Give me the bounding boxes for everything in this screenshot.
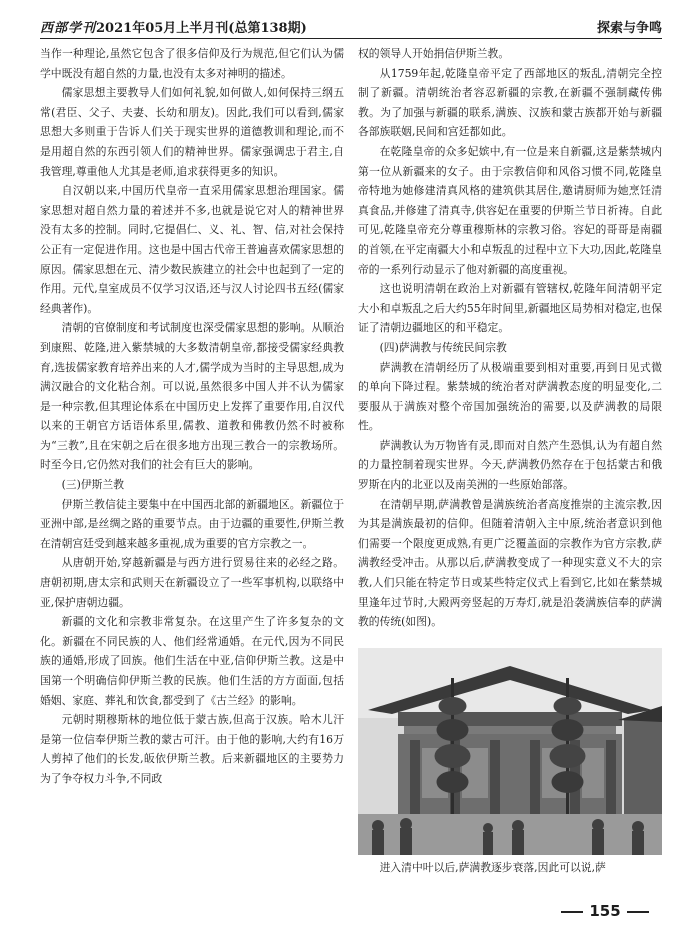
journal-issue-line [40,17,307,36]
right-column-last-line: 进入清中叶以后,萨满教逐步衰落,因此可以说,萨 [379,861,606,874]
paragraph: 新疆的文化和宗教非常复杂。在这里产生了许多复杂的文化。新疆在不同民族的人、他们经常通婚。在元代,因为不同民族的通婚,形成了回族。他们生活在中亚,信仰伊斯兰教。这是中国第一个明确信仰伊斯兰教的民族。他们生活的方方面面,包括婚姻、家庭、葬礼和饮食,都受到了《古兰经》的影响。 [40,615,344,707]
figure-photo-palace-lanterns [358,648,662,855]
paragraph: 权的领导人开始捐信伊斯兰教。 [358,47,510,60]
header-rule [40,38,662,39]
subsection-heading: (四)萨满教与传统民间宗教 [379,340,507,354]
paragraph: 萨满教认为万物皆有灵,即而对自然产生恐惧,认为有超自然的力量控制着现实世界。今天,萨满教仍然存在于包括蒙古和俄罗斯在内的北亚以及南美洲的一些原始部落。 [358,438,662,492]
page-number-dash-left [561,911,583,913]
journal-title: 西部学刊 [40,21,97,36]
paragraph: 当作一种理论,虽然它包含了很多信仰及行为规范,但它们认为儒学中既没有超自然的力量,也没有太多对神明的描述。 [40,47,344,80]
paragraph: 在乾隆皇帝的众多妃嫔中,有一位是来自新疆,这是紫禁城内第一位从新疆来的女子。由于宗教信仰和风俗习惯不同,乾隆皇帝特地为她修建清真风格的建筑供其居住,邀请厨师为她烹饪清真食品,并修建了清真寺,供容妃在重要的伊斯兰节日祈祷。自此可见,乾隆皇帝充分尊重穆斯林的宗教习俗。容妃的哥哥是南疆的首领,在平定南疆大小和卓叛乱的过程中立下大功,因此,乾隆皇帝的一系列行动显示了他对新疆的高度重视。 [358,144,662,276]
journal-issue: 2021年05月上半月刊(总第138期) [96,21,307,36]
paragraph: 萨满教在清朝经历了从极端重要到相对重要,再到日见式微的单向下降过程。紫禁城的统治者对萨满教态度的明显变化,二要服从于满族对整个帝国加强统治的需要,以及萨满教的局限性。 [358,360,662,433]
paragraph: 自汉朝以来,中国历代皇帝一直采用儒家思想治理国家。儒家思想对超自然力量的着述并不多,也就是说它对人的精神世界没有太多的控制。同时,它提倡仁、义、礼、智、信,对社会保持公正有一定促进作用。这也是中国古代帝王普遍喜欢儒家思想的原因。儒家思想在元、清少数民族建立的社会中也起到了一定的作用。元代,皇室成员不仅学习汉语,还与汉人讨论四书五经(儒家经典著作)。 [40,184,344,315]
page-number-value: 155 [589,902,621,920]
paragraph: 伊斯兰教信徒主要集中在中国西北部的新疆地区。新疆位于亚洲中部,是丝绸之路的重要节点。由于边疆的重要性,伊斯兰教在清朝宫廷受到越来越多重视,成为重要的官方宗教之一。 [40,497,344,550]
paragraph: 从1759年起,乾隆皇帝平定了西部地区的叛乱,清朝完全控制了新疆。清朝统治者容忍新疆的宗教,在新疆不强制藏传佛教。为了加强与新疆的联系,满族、汉族和蒙古族都开始与新疆各部族联姻,民间和宫廷都如此。 [358,66,662,139]
paragraph: 在清朝早期,萨满教曾是满族统治者高度推崇的主流宗教,因为其是满族最初的信仰。但随着清朝入主中原,统治者意识到他们需要一个限度更成熟,有更广泛覆盖面的宗教作为官方宗教,萨满教经受冲击。从那以后,萨满教变成了一种现实意义不大的宗教,人们只能在特定节日或某些特定仪式上看到它,比如在紫禁城里逢年过节时,大殿两旁竖起的万寿灯,就是沿袭满族信奉的萨满教的传统(如图)。 [358,497,662,629]
paragraph: 清朝的官僚制度和考试制度也深受儒家思想的影响。从顺治到康熙、乾隆,进入紫禁城的大多数清朝皇帝,都接受儒家经典教育,选拔儒家教育培养出来的人才,儒学成为当时的主导思想,成为满汉融合的文化粘合剂。可以说,虽然很多中国人并不认为儒家是一种宗教,但其理论体系在中国历史上发挥了重要作用,自汉代以来的王朝官方话语体系里,儒教、道教和佛教仍然不时被称为“三教”,且在宋朝之后在很多地方出现三教合一的宗教场所。时至今日,它仍然对我们的社会有巨大的影响。 [40,321,344,472]
paragraph: 从唐朝开始,穿越新疆是与西方进行贸易往来的必经之路。唐朝初期,唐太宗和武则天在新疆设立了一些军事机构,以联络中亚,保护唐朝边疆。 [40,556,344,609]
paragraph: 儒家思想主要教导人们如何礼貌,如何做人,如何保持三纲五常(君臣、父子、夫妻、长幼和朋友)。因此,我们可以看到,儒家思想大多则重于告诉人们关于现实世界的道德教训和理论,而不是用超自然的东西引领人们的精神世界。儒家强调忠于君主,自我管理,尊重他人尤其是老师,追求获得更多的知识。 [40,86,344,178]
paragraph: 这也说明清朝在政治上对新疆有管辖权,乾隆年间清朝平定大小和卓叛乱之后大约55年时间里,新疆地区局势相对稳定,也保证了清朝边疆地区的和平稳定。 [358,282,662,335]
palace-photo-illustration [358,648,662,855]
page-number-dash-right [627,911,649,913]
left-column [40,44,344,789]
right-column [358,44,662,632]
page-number [548,902,662,920]
page-header [40,14,662,38]
paragraph: 元朝时期穆斯林的地位低于蒙古族,但高于汉族。哈木儿汗是第一位信奉伊斯兰教的蒙古可汗。由于他的影响,大约有16万人剪掉了他们的长发,皈依伊斯兰教。后来新疆地区的主要势力为了争夺权力斗争,不同政 [40,713,344,785]
subsection-heading: (三)伊斯兰教 [61,478,125,492]
section-name: 探索与争鸣 [596,21,662,36]
